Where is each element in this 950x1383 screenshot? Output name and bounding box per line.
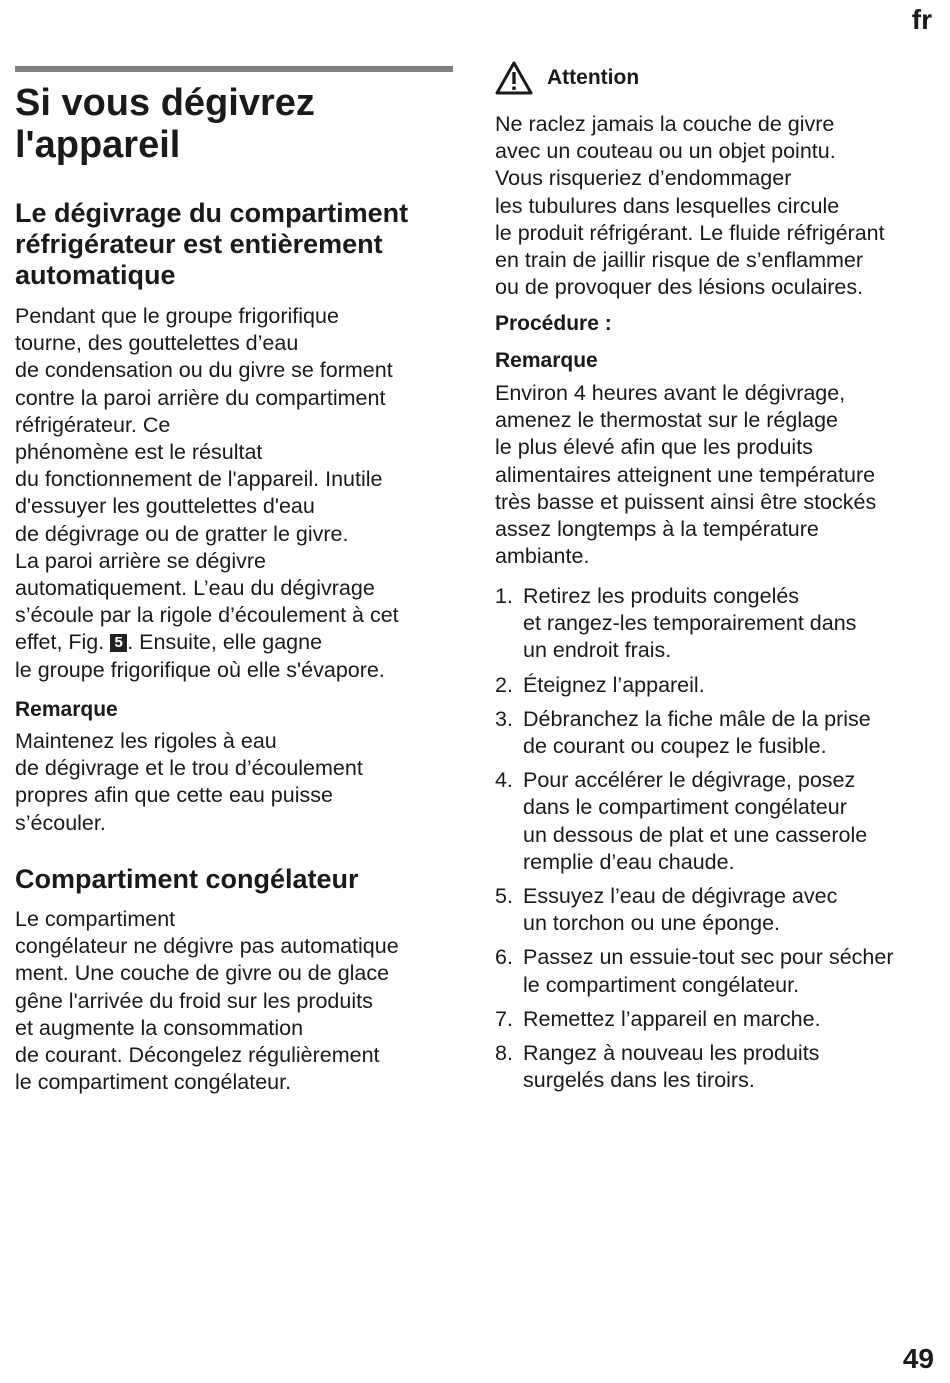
procedure-steps: [495, 583, 940, 1101]
step-number: 8.: [495, 1041, 513, 1066]
step-number: 5.: [495, 884, 513, 909]
step-text: Débranchez la fiche mâle de la prise de courant ou coupez le fusible.: [523, 706, 871, 759]
page-title: Si vous dégivrez l'appareil: [15, 82, 315, 166]
procedure-note-label: Remarque: [495, 349, 598, 372]
step-item: [495, 672, 940, 699]
step-item: [495, 1006, 940, 1033]
step-item: [495, 706, 940, 760]
warning-header: [495, 58, 639, 98]
refrigerator-defrost-heading: Le dégivrage du compartiment réfrigérateur est entièrement automatique: [15, 198, 409, 290]
step-number: 3.: [495, 706, 513, 731]
step-item: [495, 944, 940, 998]
step-text: Essuyez l’eau de dégivrage avec un torchon ou une éponge.: [523, 884, 838, 936]
step-item: [495, 583, 940, 665]
step-number: 4.: [495, 768, 513, 793]
step-number: 1.: [495, 584, 513, 608]
step-text: Passez un essuie-tout sec pour sécher le compartiment congélateur.: [523, 945, 894, 997]
paragraph-part-b: . Ensuite, elle gagne le groupe frigorifique où elle s'évapore.: [15, 630, 385, 682]
step-text: Pour accélérer le dégivrage, posez dans le compartiment congélateur un dessous de plat et une casserole remplie d’eau chaude.: [523, 768, 868, 874]
figure-reference-badge: 5: [110, 634, 127, 652]
step-text: Rangez à nouveau les produits surgelés dans les tiroirs.: [523, 1041, 820, 1093]
procedure-note-text: Environ 4 heures avant le dégivrage, amenez le thermostat sur le réglage le plus élevé afin que les produits alimentaires atteignent une température très basse et puissent ainsi être stockés assez longtemps à la température ambiante.: [495, 381, 877, 569]
freezer-heading: Compartiment congélateur: [15, 864, 359, 894]
paragraph-part-a: Pendant que le groupe frigorifique tourne, des gouttelettes d’eau de condensation ou du givre se forment contre la paroi arrière du compartiment réfrigérateur. Ce phénomène est le résultat du fonctionnement de l'appareil. Inutile d'essuyer les gouttelettes d'eau de dégivrage ou de gratter le givre. La paroi arrière se dégivre automatiquement. L’eau du dégivrage s’écoule par la rigole d’écoulement à cet effet, Fig.: [15, 304, 399, 655]
freezer-paragraph: Le compartiment congélateur ne dégivre pas automatique ment. Une couche de givre ou de glace gêne l'arrivée du froid sur les produits et augmente la consommation de courant. Décongelez régulièrement le compartiment congélateur.: [15, 907, 399, 1095]
page-number: 49: [902, 1343, 934, 1374]
warning-triangle-icon: [495, 60, 533, 96]
refrigerator-defrost-paragraph: [15, 303, 399, 684]
step-item: [495, 767, 940, 876]
step-text: Retirez les produits congelés et rangez-les temporairement dans un endroit frais.: [523, 584, 857, 663]
step-number: 6.: [495, 945, 513, 970]
warning-text: Ne raclez jamais la couche de givre avec un couteau ou un objet pointu. Vous risqueriez d’endommager les tubulures dans lesquelles circule le produit réfrigérant. Le fluide réfrigérant en train de jaillir risque de s’enflammer ou de provoquer des lésions oculaires.: [495, 112, 885, 300]
step-number: 7.: [495, 1006, 513, 1031]
step-item: [495, 883, 940, 937]
section-divider: [15, 66, 453, 72]
procedure-label: Procédure :: [495, 312, 612, 335]
step-text: Éteignez l’appareil.: [523, 672, 705, 697]
note-text: Maintenez les rigoles à eau de dégivrage et le trou d’écoulement propres afin que cette eau puisse s’écouler.: [15, 729, 363, 835]
note-label: Remarque: [15, 698, 118, 721]
language-tag: fr: [911, 4, 932, 35]
step-number: 2.: [495, 672, 513, 697]
step-text: Remettez l’appareil en marche.: [523, 1006, 821, 1031]
step-item: [495, 1040, 940, 1094]
warning-label: Attention: [547, 66, 640, 89]
